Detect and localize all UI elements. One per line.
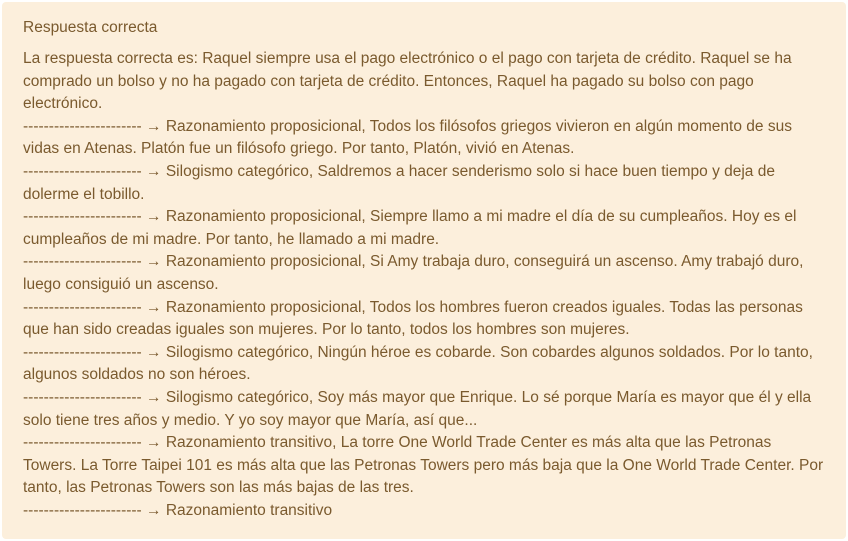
separator-arrow: ----------------------- → (23, 434, 162, 452)
answer-item-text: Razonamiento proposicional, Siempre llamo a mi madre el día de su cumpleaños. Hoy es el cumpleaños de mi madre. Por tanto, he llamado a mi madre. (23, 208, 797, 248)
answer-item (23, 206, 824, 251)
answer-item-text: Silogismo categórico, Saldremos a hacer senderismo solo si hace buen tiempo y deja de dolerme el tobillo. (23, 162, 775, 203)
answer-item (23, 251, 824, 296)
answer-item-text: Silogismo categórico, Ningún héroe es cobarde. Son cobardes algunos soldados. Por lo tanto, algunos soldados no son héroes. (23, 343, 813, 384)
separator-arrow: ----------------------- → (23, 253, 162, 271)
answer-item-text: Silogismo categórico, Soy más mayor que Enrique. Lo sé porque María es mayor que él y ella solo tiene tres años y medio. Y yo soy mayor que María, así que... (23, 388, 812, 429)
answer-item-text: Razonamiento proposicional, Todos los filósofos griegos vivieron en algún momento de sus vidas en Atenas. Platón fue un filósofo griego. Por tanto, Platón, vivió en Atenas. (23, 117, 792, 158)
answer-item (23, 161, 824, 206)
panel-title: Respuesta correcta (23, 19, 158, 36)
separator-arrow: ----------------------- → (23, 162, 162, 180)
answer-item (23, 342, 824, 387)
answer-item-text: Razonamiento transitivo (165, 501, 333, 519)
correct-answer-panel (2, 2, 846, 539)
answer-item (23, 432, 824, 500)
separator-arrow: ----------------------- → (23, 388, 162, 406)
answer-item (23, 116, 824, 161)
answer-body (23, 48, 824, 522)
separator-arrow: ----------------------- → (23, 298, 162, 316)
answer-item-text: Razonamiento proposicional, Todos los hombres fueron creados iguales. Todas las personas que han sido creadas iguales son mujeres. Por lo tanto, todos los hombres son mujeres. (23, 298, 803, 339)
answer-item (23, 500, 824, 523)
separator-arrow: ----------------------- → (23, 343, 162, 361)
separator-arrow: ----------------------- → (23, 501, 162, 519)
answer-item (23, 297, 824, 342)
separator-arrow: ----------------------- → (23, 117, 162, 135)
separator-arrow: ----------------------- → (23, 208, 162, 226)
answer-item-text: Razonamiento transitivo, La torre One World Trade Center es más alta que las Petronas Towers. La Torre Taipei 101 es más alta que las Petronas Towers pero más baja que la One World Trade Center. Por tanto, las Petronas Towers son las más bajas de las tres. (23, 434, 824, 497)
answer-item (23, 387, 824, 432)
answer-intro: La respuesta correcta es: Raquel siempre usa el pago electrónico o el pago con tarjeta de crédito. Raquel se ha comprado un bolso y no ha pagado con tarjeta de crédito. Entonces, Raquel ha pagado su bolso con pago electrónico. (23, 50, 792, 113)
answer-item-text: Razonamiento proposicional, Si Amy trabaja duro, conseguirá un ascenso. Amy trabajó duro, luego consiguió un ascenso. (23, 253, 804, 293)
